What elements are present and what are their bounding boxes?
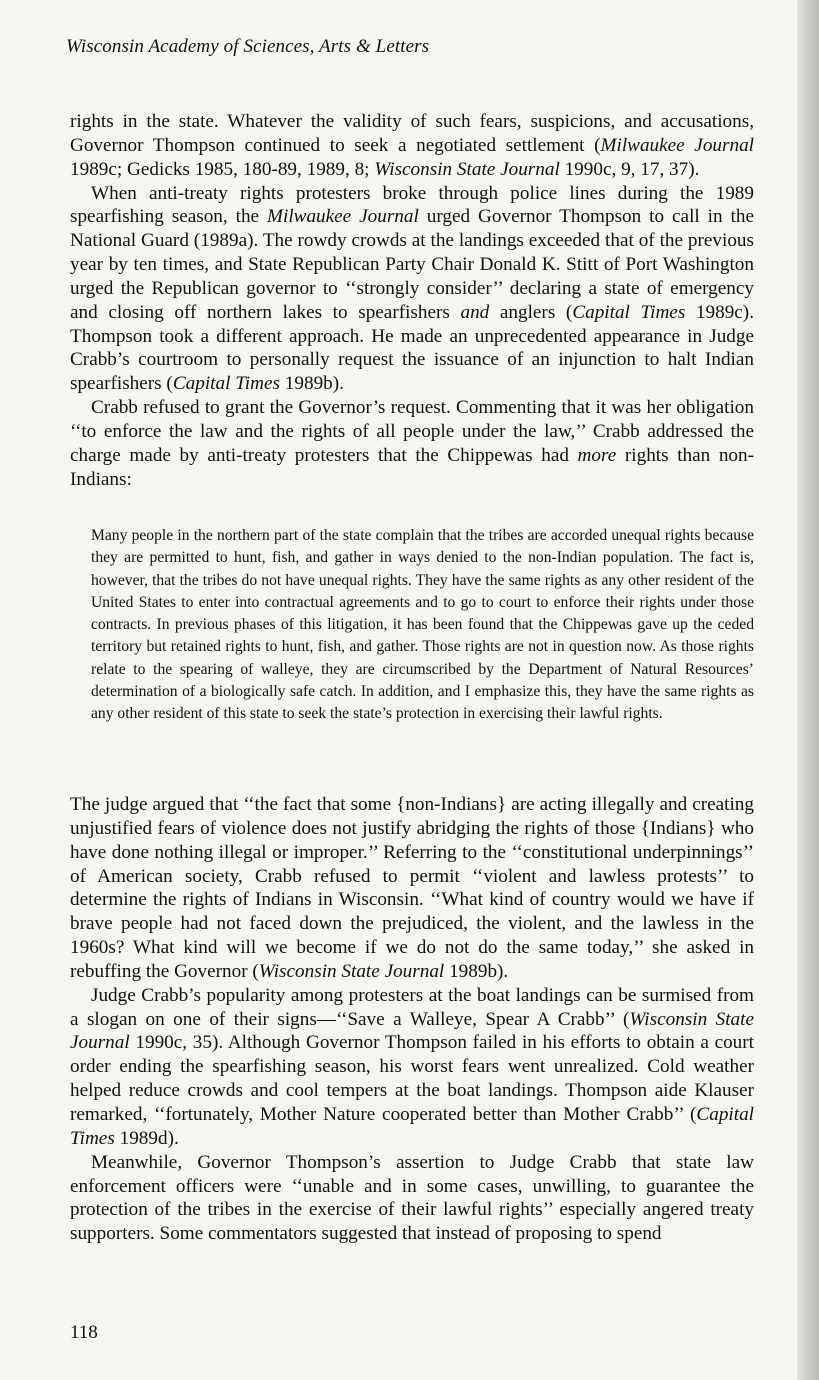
citation-italic: Capital Times: [70, 1103, 754, 1149]
citation-italic: Capital Times: [172, 373, 280, 395]
body-text-top: [70, 110, 754, 492]
paragraph: The judge argued that ‘‘the fact that some {non-Indians} are acting illegally and creating unjustified fears of violence does not justify abridging the rights of those {Indians} who have done nothing illegal or improper.’’ Referring to the ‘‘constitutional underpinnings’’ of American society, Crabb refused to permit ‘‘violent and lawless protests’’ to determine the rights of Indians in Wisconsin. ‘‘What kind of country would we have if brave people had not faced down the prejudiced, the violent, and the lawless in the 1960s? What kind will we become if we do not do the same today,’’ she asked in rebuffing the Governor (Wisconsin State Journal 1989b).: [70, 794, 754, 982]
running-head: Wisconsin Academy of Sciences, Arts & Letters: [66, 36, 430, 57]
paragraph: Crabb refused to grant the Governor’s request. Commenting that it was her obligation ‘‘to enforce the law and the rights of all people under the law,’’ Crabb addressed the charge made by anti-treaty protesters that the Chippewas had more rights than non-Indians:: [70, 397, 754, 490]
citation-italic: more: [577, 444, 617, 466]
citation-italic: and: [460, 301, 490, 323]
citation-italic: Milwaukee Journal: [600, 134, 754, 156]
page-number: 118: [70, 1322, 98, 1343]
paragraph: Meanwhile, Governor Thompson’s assertion to Judge Crabb that state law enforcement officers were ‘‘unable and in some cases, unwilling, to guarantee the protection of the tribes in the exercise of their lawful rights’’ especially angered treaty supporters. Some commentators suggested that instead of proposing to spend: [70, 1151, 754, 1245]
citation-italic: Capital Times: [572, 301, 686, 323]
block-quote-text: Many people in the northern part of the state complain that the tribes are accorded unequal rights because they are permitted to hunt, fish, and gather in ways denied to the non-Indian population. The fact is, however, that the tribes do not have unequal rights. They have the same rights as any other resident of the United States to enter into contractual agreements and to go to court to enforce their rights under those contracts. In previous phases of this litigation, it has been found that the Chippewas gave up the ceded territory but retained rights to hunt, fish, and gather. Those rights are not in question now. As those rights relate to the spearing of walleye, they are circumscribed by the Department of Natural Resources’ determination of a biologically safe catch. In addition, and I emphasize this, they have the same rights as any other resident of this state to seek the state’s protection in exercising their lawful rights.: [91, 527, 754, 723]
paragraph: Judge Crabb’s popularity among protesters at the boat landings can be surmised from a slogan on one of their signs—‘‘Save a Walleye, Spear A Crabb’’ (Wisconsin State Journal 1990c, 35). Although Governor Thompson failed in his efforts to obtain a court order ending the spearfishing season, his worst fears went unrealized. Cold weather helped reduce crowds and cool tempers at the boat landings. Thompson aide Klauser remarked, ‘‘fortunately, Mother Nature cooperated better than Mother Crabb’’ (Capital Times 1989d).: [70, 984, 754, 1149]
body-text-bottom: [70, 793, 754, 1246]
citation-italic: Milwaukee Journal: [267, 206, 419, 228]
page-edge-shadow: [797, 0, 819, 1380]
citation-italic: Wisconsin State Journal: [258, 960, 445, 982]
citation-italic: Wisconsin State Journal: [374, 158, 560, 180]
block-quote: [91, 525, 754, 726]
citation-italic: Wisconsin State Journal: [70, 1008, 754, 1054]
paragraph: rights in the state. Whatever the validity of such fears, suspicions, and accusations, Governor Thompson continued to seek a negotiated settlement (Milwaukee Journal 1989c; Gedicks 1985, 180-89, 1989, 8; Wisconsin State Journal 1990c, 9, 17, 37).: [70, 111, 754, 180]
paragraph: When anti-treaty rights protesters broke through police lines during the 1989 spearfishing season, the Milwaukee Journal urged Governor Thompson to call in the National Guard (1989a). The rowdy crowds at the landings exceeded that of the previous year by ten times, and State Republican Party Chair Donald K. Stitt of Port Washington urged the Republican governor to ‘‘strongly consider’’ declaring a state of emergency and closing off northern lakes to spearfishers and anglers (Capital Times 1989c). Thompson took a different approach. He made an unprecedented appearance in Judge Crabb’s courtroom to personally request the issuance of an injunction to halt Indian spearfishers (Capital Times 1989b).: [70, 182, 754, 395]
